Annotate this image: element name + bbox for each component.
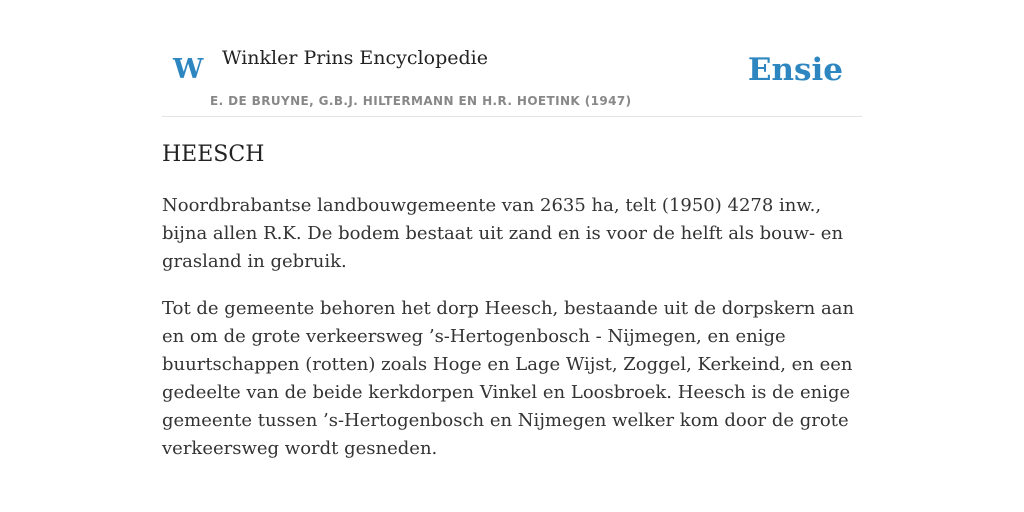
entry-body <box>162 192 862 482</box>
entry-paragraph: Noordbrabantse landbouwgemeente van 2635 ha, telt (1950) 4278 inw., bijna allen R.K. De bodem bestaat uit zand en is voor de helft als bouw- en grasland in gebruik. <box>162 195 844 272</box>
source-header <box>162 0 862 117</box>
source-logo[interactable]: W <box>173 54 204 85</box>
page <box>162 0 862 512</box>
source-authors: E. DE BRUYNE, G.B.J. HILTERMANN EN H.R. HOETINK (1947) <box>210 94 632 108</box>
entry-title: HEESCH <box>162 142 265 167</box>
brand-logo[interactable]: Ensie <box>747 52 843 88</box>
source-title[interactable]: Winkler Prins Encyclopedie <box>222 47 488 69</box>
entry-paragraph: Tot de gemeente behoren het dorp Heesch, bestaande uit de dorpskern aan en om de grote verkeersweg ’s-Hertogenbosch - Nijmegen, en enige buurtschappen (rotten) zoals Hoge en Lage Wijst, Zoggel, Kerkeind, en een gedeelte van de beide kerkdorpen Vinkel en Loosbroek. Heesch is de enige gemeente tussen ’s-Hertogenbosch en Nijmegen welker kom door de grote verkeersweg wordt gesneden. <box>162 298 855 459</box>
